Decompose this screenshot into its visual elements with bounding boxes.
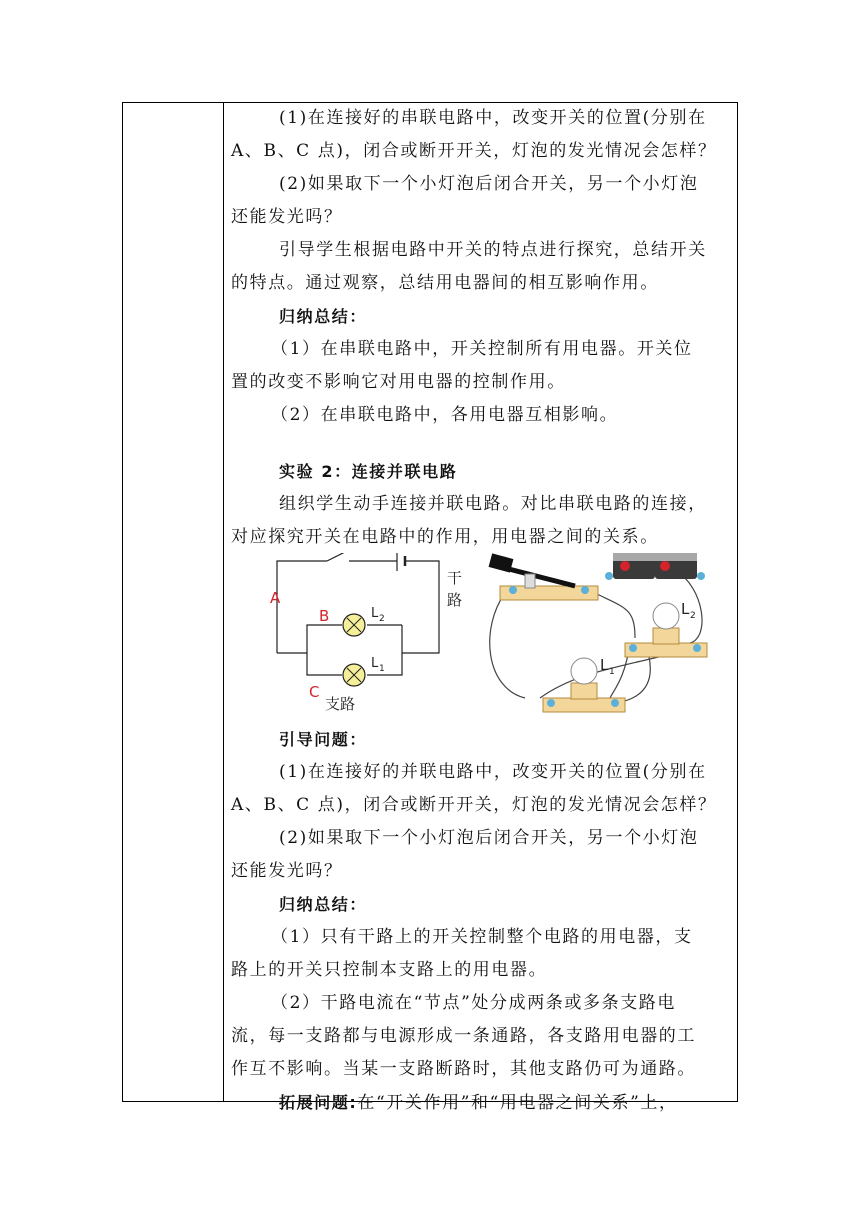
- ext-line: [279, 1091, 779, 1115]
- label-branch: 支路: [325, 695, 356, 713]
- s2-line1: （1）只有干路上的开关控制整个电路的用电器，支: [271, 927, 693, 947]
- s1-line1: （1）在串联电路中，开关控制所有用电器。开关位: [271, 339, 693, 359]
- label-main-1: 干: [447, 569, 463, 587]
- parallel-circuit-photo: [475, 548, 715, 723]
- photo-label-l2-sub: 2: [690, 611, 696, 621]
- pq1-line1: (1)在连接好的并联电路中，改变开关的位置(分别在: [279, 762, 707, 782]
- lesson-table: [122, 102, 738, 1113]
- battery-icon: [605, 553, 705, 580]
- pq2-line2: 还能发光吗？: [231, 861, 343, 881]
- guide-line1: 引导学生根据电路中开关的特点进行探究，总结开关: [279, 240, 707, 260]
- guide-line2: 的特点。通过观察，总结用电器间的相互影响作用。: [231, 273, 659, 293]
- column-divider: [223, 103, 224, 1101]
- s1-line2: 置的改变不影响它对用电器的控制作用。: [231, 372, 566, 392]
- label-l1-sub: 1: [379, 664, 385, 674]
- q2-line2: 还能发光吗？: [231, 207, 343, 227]
- label-c: C: [309, 683, 320, 701]
- label-l1: L: [371, 656, 379, 671]
- q1-line1: (1)在连接好的串联电路中，改变开关的位置(分别在: [279, 108, 707, 128]
- summary1-title: 归纳总结：: [279, 307, 368, 326]
- label-a: A: [270, 589, 281, 607]
- exp2-title: 实验 2：连接并联电路: [279, 462, 458, 481]
- ext-title: 拓展问题:: [279, 1093, 358, 1112]
- photo-label-l1-sub: 1: [609, 667, 615, 677]
- s2-line3: （2）干路电流在“节点”处分成两条或多条支路电: [271, 993, 676, 1013]
- switch-icon: [489, 553, 598, 600]
- label-b: B: [319, 607, 330, 625]
- photo-label-l1: L: [600, 656, 609, 674]
- lamp-l2-icon: [343, 614, 365, 636]
- exp2-line2: 对应探究开关在电路中的作用，用电器之间的关系。: [231, 527, 659, 547]
- q2-line1: (2)如果取下一个小灯泡后闭合开关，另一个小灯泡: [279, 174, 699, 194]
- parallel-circuit-schematic: [267, 553, 467, 713]
- label-main-2: 路: [447, 591, 463, 609]
- summary2-title: 归纳总结：: [279, 895, 368, 914]
- s2-line4: 流，每一支路都与电源形成一条通路，各支路用电器的工: [231, 1026, 696, 1046]
- lamp-l1-icon: [343, 664, 365, 686]
- q1-line2: A、B、C 点)，闭合或断开开关，灯泡的发光情况会怎样？: [231, 141, 717, 161]
- s1-line3: （2）在串联电路中，各用电器互相影响。: [271, 405, 619, 425]
- exp2-line1: 组织学生动手连接并联电路。对比串联电路的连接，: [279, 494, 707, 514]
- label-l2: L: [371, 606, 379, 621]
- ext-text: 在“开关作用”和“用电器之间关系”上，: [357, 1093, 678, 1113]
- s2-line5: 作互不影响。当某一支路断路时，其他支路仍可为通路。: [231, 1059, 696, 1079]
- s2-line2: 路上的开关只控制本支路上的用电器。: [231, 960, 548, 980]
- photo-label-l2: L: [681, 600, 690, 618]
- label-l2-sub: 2: [379, 614, 385, 624]
- pq1-line2: A、B、C 点)，闭合或断开开关，灯泡的发光情况会怎样？: [231, 795, 717, 815]
- pq2-line1: (2)如果取下一个小灯泡后闭合开关，另一个小灯泡: [279, 828, 699, 848]
- guide-q-title: 引导问题：: [279, 730, 368, 749]
